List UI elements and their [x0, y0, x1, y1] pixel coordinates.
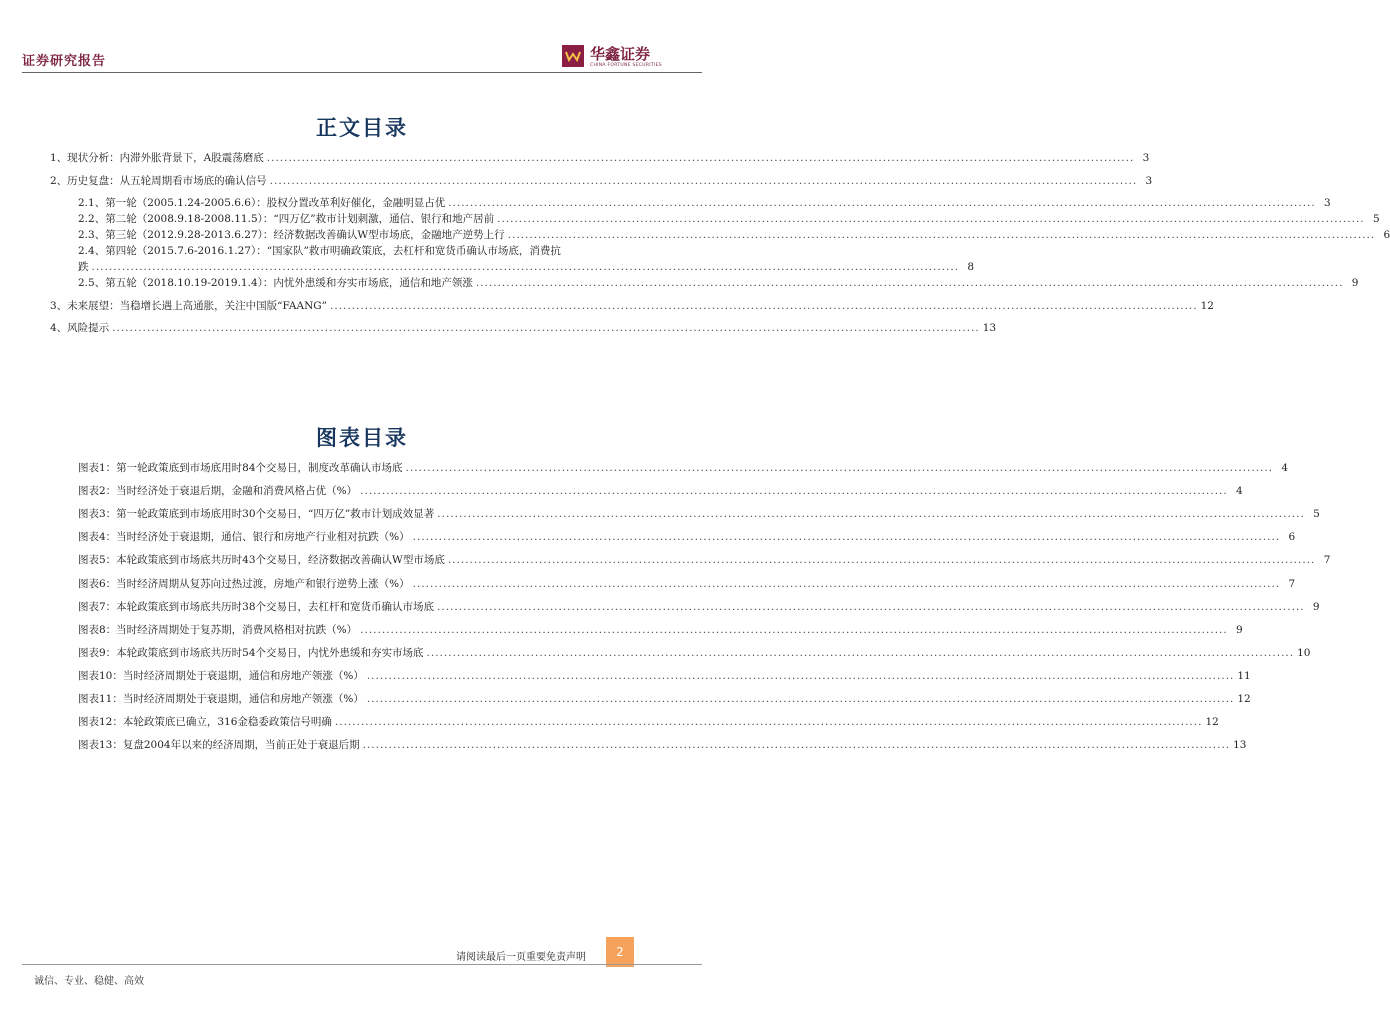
leader-dots: ........................................................................................................................................................................................................ — [475, 277, 1344, 289]
entry-text: 图表12：本轮政策底已确立，316金稳委政策信号明确 — [78, 716, 332, 728]
leader-dots: ........................................................................................................................................................................................................ — [412, 578, 1281, 590]
figure-entry[interactable] — [78, 692, 1251, 706]
figure-entry[interactable] — [78, 738, 1247, 752]
entry-text: 图表13：复盘2004年以来的经济周期，当前正处于衰退后期 — [78, 739, 360, 751]
entry-page: 7 — [1288, 578, 1296, 590]
leader-dots: ........................................................................................................................................................................................................ — [334, 716, 1203, 728]
entry-page: 11 — [1237, 670, 1251, 682]
entry-page: 3 — [1142, 152, 1150, 164]
toc-entry[interactable] — [78, 276, 1359, 290]
leader-dots: ........................................................................................................................................................................................................ — [112, 322, 980, 334]
leader-dots: ........................................................................................................................................................................................................ — [91, 261, 960, 273]
entry-page: 5 — [1313, 508, 1320, 520]
entry-text: 2.4、第四轮（2015.7.6-2016.1.27）：“国家队”救市明确政策底，去杠杆和宽货币确认市场底，消费抗 — [78, 245, 561, 257]
toc-entry[interactable] — [78, 244, 652, 258]
entry-text: 1、现状分析：内滞外胀背景下，A股震荡磨底 — [50, 152, 264, 164]
entry-page: 9 — [1312, 601, 1320, 613]
entry-text: 图表3：第一轮政策底到市场底用时30个交易日，“四万亿”救市计划成效显著 — [78, 508, 435, 520]
page-number: 2 — [606, 937, 634, 967]
entry-text: 3、未来展望：当稳增长遇上高通胀，关注中国版“FAANG” — [50, 300, 328, 312]
company-motto: 诚信、专业、稳健、高效 — [34, 976, 144, 987]
logo-subtext: CHINA FORTUNE SECURITIES — [590, 63, 662, 68]
disclaimer-text: 请阅读最后一页重要免责声明 — [456, 952, 586, 963]
entry-text: 图表1：第一轮政策底到市场底用时84个交易日，制度改革确认市场底 — [78, 462, 403, 474]
entry-page: 13 — [982, 322, 997, 334]
entry-page: 10 — [1297, 647, 1311, 659]
leader-dots: ........................................................................................................................................................................................................ — [362, 739, 1231, 751]
entry-page: 12 — [1237, 693, 1251, 705]
leader-dots: ........................................................................................................................................................................................................ — [366, 693, 1235, 705]
figure-entry[interactable] — [78, 669, 1251, 683]
entry-text: 2.5、第五轮（2018.10.19-2019.1.4）：内忧外患缓和夯实市场底，通信和地产领涨 — [78, 277, 473, 289]
leader-dots: ........................................................................................................................................................................................................ — [447, 554, 1316, 566]
toc-entry[interactable] — [50, 151, 1150, 165]
figure-entry[interactable] — [78, 461, 1289, 475]
leader-dots: ........................................................................................................................................................................................................ — [366, 670, 1235, 682]
entry-text: 图表11：当时经济周期处于衰退期，通信和房地产领涨（%） — [78, 693, 364, 705]
toc-entry-continued[interactable] — [78, 260, 975, 274]
entry-page: 9 — [1236, 624, 1243, 636]
header-divider — [22, 72, 702, 73]
leader-dots: ........................................................................................................................................................................................................ — [269, 175, 1138, 187]
entry-text: 图表6：当时经济周期从复苏向过热过渡，房地产和银行逆势上涨（%） — [78, 578, 410, 590]
entry-page: 9 — [1351, 277, 1359, 289]
entry-text: 跌 — [78, 261, 89, 273]
toc-entry[interactable] — [78, 212, 1380, 226]
figure-entry[interactable] — [78, 600, 1320, 614]
figure-entry[interactable] — [78, 484, 1243, 498]
entry-page: 8 — [967, 261, 975, 273]
entry-text: 图表7：本轮政策底到市场底共历时38个交易日，去杠杆和宽货币确认市场底 — [78, 601, 435, 613]
entry-text: 4、风险提示 — [50, 322, 110, 334]
leader-dots: ........................................................................................................................................................................................................ — [412, 531, 1281, 543]
entry-text: 2.1、第一轮（2005.1.24-2005.6.6）：股权分置改革利好催化，金融明显占优 — [78, 197, 446, 209]
leader-dots: ........................................................................................................................................................................................................ — [448, 197, 1316, 209]
entry-page: 4 — [1236, 485, 1243, 497]
entry-text: 2.2、第二轮（2008.9.18-2008.11.5）：“四万亿”救市计划刺激，通信、银行和地产居前 — [78, 213, 495, 225]
entry-text: 图表2：当时经济处于衰退后期，金融和消费风格占优（%） — [78, 485, 358, 497]
toc-title: 正文目录 — [316, 115, 408, 140]
figure-entry[interactable] — [78, 530, 1296, 544]
entry-page: 3 — [1324, 197, 1331, 209]
entry-page: 5 — [1372, 213, 1380, 225]
entry-page: 7 — [1323, 554, 1331, 566]
entry-text: 2.3、第三轮（2012.9.28-2013.6.27）：经济数据改善确认W型市场底，金融地产逆势上行 — [78, 229, 505, 241]
leader-dots: ........................................................................................................................................................................................................ — [266, 152, 1135, 164]
leader-dots: ........................................................................................................................................................................................................ — [405, 462, 1274, 474]
entry-page: 12 — [1205, 716, 1219, 728]
leader-dots: ........................................................................................................................................................................................................ — [426, 647, 1295, 659]
toc-entry[interactable] — [50, 321, 997, 335]
leader-dots: ........................................................................................................................................................................................................ — [437, 508, 1305, 520]
entry-page: 6 — [1383, 229, 1390, 241]
leader-dots: ........................................................................................................................................................................................................ — [330, 300, 1198, 312]
figures-title: 图表目录 — [316, 425, 408, 450]
entry-page: 3 — [1145, 175, 1153, 187]
figure-entry[interactable] — [78, 577, 1296, 591]
leader-dots: ........................................................................................................................................................................................................ — [360, 485, 1228, 497]
entry-page: 12 — [1200, 300, 1214, 312]
logo-text: 华鑫证券 — [590, 45, 651, 63]
entry-page: 6 — [1288, 531, 1296, 543]
entry-text: 图表10：当时经济周期处于衰退期，通信和房地产领涨（%） — [78, 670, 364, 682]
company-logo — [562, 45, 662, 68]
figure-entry[interactable] — [78, 646, 1311, 660]
figure-entry[interactable] — [78, 507, 1320, 521]
entry-text: 图表4：当时经济处于衰退期，通信、银行和房地产行业相对抗跌（%） — [78, 531, 410, 543]
entry-page: 4 — [1281, 462, 1289, 474]
entry-text: 图表5：本轮政策底到市场底共历时43个交易日，经济数据改善确认W型市场底 — [78, 554, 445, 566]
leader-dots: ........................................................................................................................................................................................................ — [497, 213, 1365, 225]
leader-dots: ........................................................................................................................................................................................................ — [507, 229, 1376, 241]
figure-entry[interactable] — [78, 623, 1243, 637]
leader-dots: ........................................................................................................................................................................................................ — [437, 601, 1305, 613]
header-title: 证券研究报告 — [22, 54, 107, 69]
toc-entry[interactable] — [50, 174, 1153, 188]
entry-text: 图表8：当时经济周期处于复苏期，消费风格相对抗跌（%） — [78, 624, 358, 636]
toc-entry[interactable] — [50, 299, 1214, 313]
toc-entry[interactable] — [78, 196, 1331, 210]
entry-page: 13 — [1233, 739, 1247, 751]
leader-dots: ........................................................................................................................................................................................................ — [360, 624, 1228, 636]
entry-text: 图表9：本轮政策底到市场底共历时54个交易日，内忧外患缓和夯实市场底 — [78, 647, 424, 659]
entry-text: 2、历史复盘：从五轮周期看市场底的确认信号 — [50, 175, 267, 187]
figure-entry[interactable] — [78, 715, 1219, 729]
toc-entry[interactable] — [78, 228, 1390, 242]
figure-entry[interactable] — [78, 553, 1331, 567]
logo-icon — [562, 45, 584, 67]
footer-divider — [22, 964, 702, 965]
